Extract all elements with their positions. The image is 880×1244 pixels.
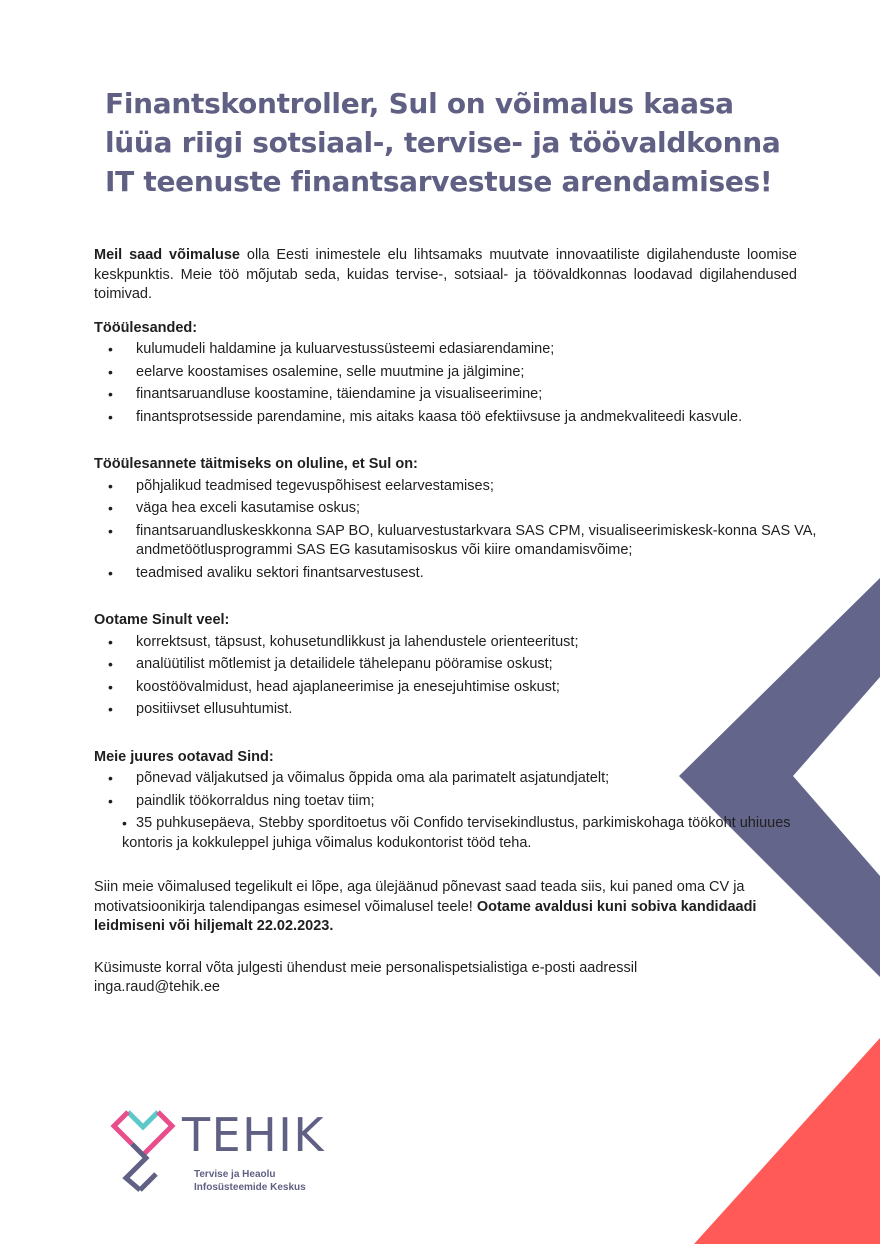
intro-text: olla Eesti inimestele elu lihtsamaks muutvate innovaatiliste digilahenduste loomise keskpunktis. Meie töö mõjutab seda, kuidas tervise-, sotsiaal- ja töövaldkonnas loodavad digilahendused toimivad. xyxy=(94,247,797,302)
page-title: Finantskontroller, Sul on võimalus kaasa lüüa riigi sotsiaal-, tervise- ja töövaldkonna IT teenuste finantsarvestuse arendamises! xyxy=(105,87,781,198)
list-item xyxy=(94,385,797,405)
list-item-text: finantsaruandluskeskkonna SAP BO, kuluarvestustarkvara SAS CPM, visualiseerimiskesk-konna SAS VA, andmetöötlusprogrammi SAS EG kasutamisoskus või kiire omandamisvõime; xyxy=(136,522,817,558)
benefits-heading: Meie juures ootavad Sind: xyxy=(94,748,274,765)
tasks-heading: Tööülesanded: xyxy=(94,319,198,336)
logo-subtitle xyxy=(194,1168,306,1194)
closing-text: Siin meie võimalused tegelikult ei lõpe, aga ülejäänud põnevast saad teada siis, kui paned oma CV ja motivatsioonikirja talendipangas esimesel võimalusel teele! xyxy=(94,879,745,915)
list-item-text: analüütilist mõtlemist ja detailidele tähelepanu pööramise oskust; xyxy=(136,656,553,672)
list-item-text: positiivset ellusuhtumist. xyxy=(136,701,293,717)
intro-paragraph xyxy=(94,246,797,305)
list-item-text: teadmised avaliku sektori finantsarvestusest. xyxy=(136,564,424,581)
list-item xyxy=(94,814,797,853)
list-item-text: 35 puhkusepäeva, Stebby sporditoetus või Confido tervisekindlustus, parkimiskohaga töökoht uhiuues kontoris ja kokkuleppel juhiga võimalus kodukontorist tööd teha. xyxy=(122,815,791,851)
bullet-icon: • xyxy=(108,363,113,380)
coral-diagonal-stripe xyxy=(694,1038,880,1244)
contact-text: Küsimuste korral võta julgesti ühendust meie personalispetsialistiga e-posti aadressil xyxy=(94,959,638,976)
list-item-text: korrektsust, täpsust, kohusetundlikkust ja lahendustele orienteeritust; xyxy=(136,633,579,650)
logo-wordmark: TEHIK xyxy=(182,1108,325,1162)
tasks-list xyxy=(94,340,797,427)
list-item xyxy=(94,522,824,561)
list-item-text: finantsprotsesside parendamine, mis aitaks kaasa töö efektiivsuse ja andmekvaliteedi kasvule. xyxy=(136,408,743,425)
tehik-logo xyxy=(108,1106,348,1196)
bullet-icon: • xyxy=(108,792,113,809)
list-item xyxy=(94,633,797,653)
list-item-text: koostöövalmidust, head ajaplaneerimise ja enesejuhtimise oskust; xyxy=(136,678,560,695)
expectations-list xyxy=(94,633,797,720)
list-item-text: finantsaruandluse koostamine, täiendamine ja visualiseerimine; xyxy=(136,386,543,402)
bullet-icon: • xyxy=(108,656,113,672)
bullet-icon: • xyxy=(108,522,113,539)
list-item xyxy=(94,477,824,497)
benefits-list xyxy=(94,769,797,853)
bullet-icon: • xyxy=(108,633,113,650)
list-item xyxy=(94,655,797,675)
list-item-text: kulumudeli haldamine ja kuluarvestussüsteemi edasiarendamine; xyxy=(136,341,555,357)
list-item xyxy=(94,340,797,360)
bullet-icon: • xyxy=(108,500,113,516)
list-item-text: paindlik töökorraldus ning toetav tiim; xyxy=(136,792,375,809)
job-ad-body xyxy=(94,246,817,998)
logo-subtitle-line2: Infosüsteemide Keskus xyxy=(194,1182,306,1193)
list-item-text: põnevad väljakutsed ja võimalus õppida oma ala parimatelt asjatundjatelt; xyxy=(136,770,610,786)
expectations-heading: Ootame Sinult veel: xyxy=(94,612,230,628)
list-item xyxy=(94,564,824,584)
intro-bold-text: Meil saad võimaluse xyxy=(94,247,240,263)
contact-email[interactable]: inga.raud@tehik.ee xyxy=(94,979,220,995)
bullet-icon: • xyxy=(108,770,113,786)
requirements-heading: Tööülesannete täitmiseks on oluline, et Sul on: xyxy=(94,456,418,472)
list-item xyxy=(94,363,797,383)
list-item xyxy=(94,769,797,789)
deadline-text: Ootame avaldusi kuni sobiva kandidaadi leidmiseni või hiljemalt 22.02.2023. xyxy=(94,898,757,934)
list-item xyxy=(94,408,797,428)
list-item-text: põhjalikud teadmised tegevuspõhisest eelarvestamises; xyxy=(136,477,494,494)
list-item xyxy=(94,700,797,720)
bullet-icon: • xyxy=(108,678,113,695)
bullet-icon: • xyxy=(108,408,113,425)
contact-paragraph xyxy=(94,959,797,998)
bullet-icon: • xyxy=(122,815,127,831)
list-item-text: eelarve koostamises osalemine, selle muutmine ja jälgimine; xyxy=(136,363,525,380)
requirements-list xyxy=(94,477,824,584)
bullet-icon: • xyxy=(108,341,113,357)
list-item xyxy=(94,792,797,812)
list-item xyxy=(94,499,824,519)
list-item xyxy=(94,678,797,698)
heart-logo-icon xyxy=(108,1106,178,1192)
bullet-icon: • xyxy=(108,386,113,402)
bullet-icon: • xyxy=(108,564,113,581)
closing-paragraph xyxy=(94,878,797,937)
bullet-icon: • xyxy=(108,477,113,494)
list-item-text: väga hea exceli kasutamise oskus; xyxy=(136,500,361,516)
logo-subtitle-line1: Tervise ja Heaolu xyxy=(194,1169,276,1180)
bullet-icon: • xyxy=(108,701,113,717)
